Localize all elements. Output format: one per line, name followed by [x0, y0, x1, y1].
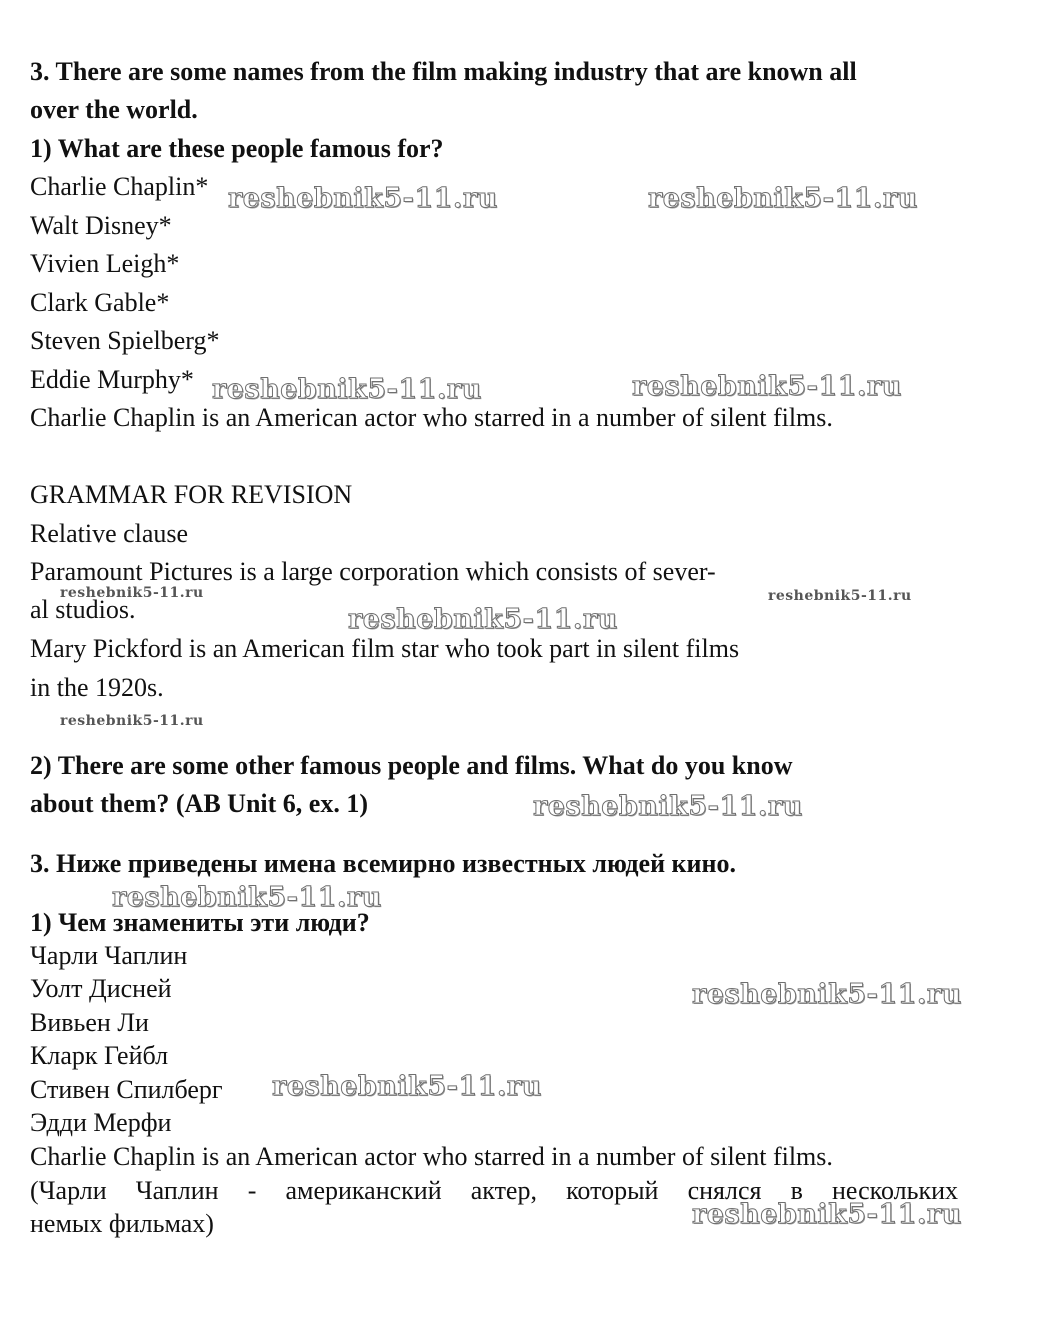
name-list-item: Clark Gable* — [30, 288, 170, 317]
name-list-item-ru: Кларк Гейбл — [30, 1041, 169, 1070]
task-heading-line-1: 3. There are some names from the film making industry that are known all — [30, 57, 857, 86]
grammar-example-2-line-1: Mary Pickford is an American film star who took part in silent films — [30, 634, 740, 663]
task-ru-heading: 3. Ниже приведены имена всемирно известных людей кино. — [30, 849, 736, 878]
name-list-item: Vivien Leigh* — [30, 249, 180, 278]
watermark: reshebnik5-11.ru — [692, 1199, 962, 1230]
name-list-item: Walt Disney* — [30, 211, 172, 240]
grammar-example-1-line-1: Paramount Pictures is a large corporation which consists of sever- — [30, 557, 716, 586]
name-list-item-ru: Стивен Спилберг — [30, 1075, 223, 1104]
name-list-item: Charlie Chaplin* — [30, 172, 209, 201]
watermark: reshebnik5-11.ru — [692, 979, 962, 1010]
watermark: reshebnik5-11.ru — [648, 183, 918, 214]
name-list-item-ru: Чарли Чаплин — [30, 941, 188, 970]
watermark: reshebnik5-11.ru — [272, 1071, 542, 1102]
watermark: reshebnik5-11.ru — [212, 374, 482, 405]
grammar-subtitle: Relative clause — [30, 519, 189, 548]
watermark: reshebnik5-11.ru — [228, 183, 498, 214]
question-1-heading: 1) What are these people famous for? — [30, 134, 444, 163]
example-sentence: Charlie Chaplin is an American actor who starred in a number of silent films. — [30, 403, 833, 432]
watermark: reshebnik5-11.ru — [768, 588, 912, 604]
watermark: reshebnik5-11.ru — [112, 882, 382, 913]
watermark: reshebnik5-11.ru — [60, 713, 204, 729]
name-list-item: Eddie Murphy* — [30, 365, 194, 394]
translation-line-2: немых фильмах) — [30, 1209, 214, 1238]
example-sentence-ru: Charlie Chaplin is an American actor who starred in a number of silent films. — [30, 1142, 833, 1171]
question-2-line-2: about them? (AB Unit 6, ex. 1) — [30, 789, 368, 818]
question-1-ru-heading: 1) Чем знамениты эти люди? — [30, 908, 370, 937]
name-list-item-ru: Уолт Дисней — [30, 974, 172, 1003]
translation-line-1: (Чарли Чаплин - американский актер, который снялся в нескольких — [30, 1176, 958, 1205]
name-list-item-ru: Эдди Мерфи — [30, 1108, 172, 1137]
grammar-example-2-line-2: in the 1920s. — [30, 673, 164, 702]
name-list-item: Steven Spielberg* — [30, 326, 220, 355]
question-2-line-1: 2) There are some other famous people and films. What do you know — [30, 751, 793, 780]
watermark: reshebnik5-11.ru — [632, 371, 902, 402]
grammar-example-1-line-2: al studios. — [30, 595, 136, 624]
task-heading-line-2: over the world. — [30, 95, 198, 124]
watermark: reshebnik5-11.ru — [533, 791, 803, 822]
grammar-title: GRAMMAR FOR REVISION — [30, 480, 353, 509]
watermark: reshebnik5-11.ru — [348, 604, 618, 635]
name-list-item-ru: Вивьен Ли — [30, 1008, 149, 1037]
watermark: reshebnik5-11.ru — [60, 585, 204, 601]
